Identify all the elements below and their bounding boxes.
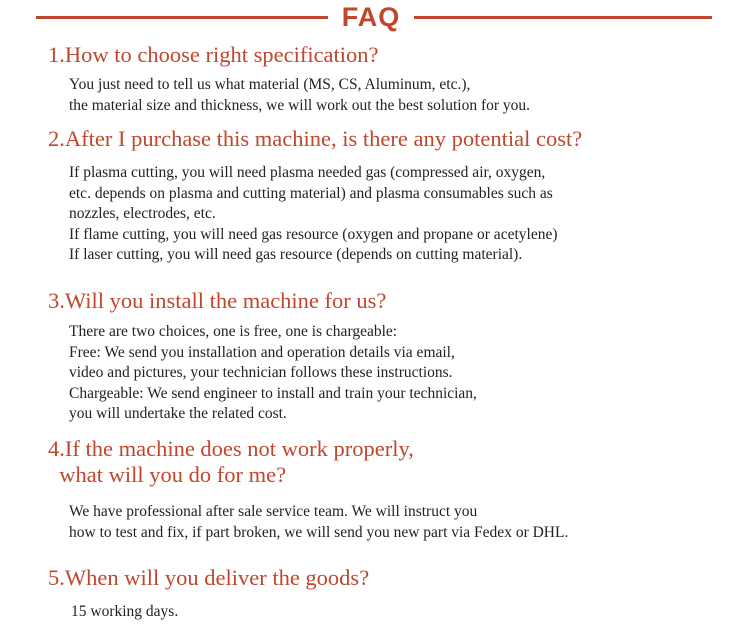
- answer-line: Free: We send you installation and operation details via email,: [69, 343, 455, 361]
- faq-header: [0, 0, 748, 40]
- faq-question-4: [48, 436, 414, 488]
- faq-question-3: 3.Will you install the machine for us?: [48, 288, 387, 313]
- header-rule-left: [36, 16, 328, 19]
- answer-line: the material size and thickness, we will work out the best solution for you.: [69, 96, 531, 114]
- answer-line: etc. depends on plasma and cutting material) and plasma consumables such as: [69, 184, 553, 202]
- faq-question-2: 2.After I purchase this machine, is there any potential cost?: [48, 126, 583, 151]
- question-line: 4.If the machine does not work properly,: [48, 436, 414, 461]
- answer-line: nozzles, electrodes, etc.: [69, 205, 216, 222]
- answer-line: If flame cutting, you will need gas resource (oxygen and propane or acetylene): [69, 225, 558, 243]
- answer-line: If plasma cutting, you will need plasma needed gas (compressed air, oxygen,: [69, 164, 546, 181]
- answer-line: Chargeable: We send engineer to install and train your technician,: [69, 384, 477, 402]
- faq-answer-3: [69, 322, 477, 425]
- page-title: FAQ: [341, 2, 401, 32]
- answer-line: You just need to tell us what material (MS, CS, Aluminum, etc.),: [69, 76, 471, 93]
- faq-answer-2: [69, 163, 558, 266]
- faq-answer-1: [69, 75, 530, 116]
- faq-answer-4: [69, 502, 568, 543]
- header-rule-right: [414, 16, 712, 19]
- answer-line: We have professional after sale service team. We will instruct you: [69, 503, 478, 520]
- question-line: what will you do for me?: [48, 462, 287, 487]
- answer-line: video and pictures, your technician follows these instructions.: [69, 364, 453, 381]
- faq-question-5: 5.When will you deliver the goods?: [48, 565, 370, 590]
- answer-line: If laser cutting, you will need gas resource (depends on cutting material).: [69, 246, 523, 263]
- faq-answer-5: [71, 602, 178, 623]
- answer-line: how to test and fix, if part broken, we will send you new part via Fedex or DHL.: [69, 523, 569, 541]
- faq-question-1: 1.How to choose right specification?: [48, 42, 379, 67]
- answer-line: There are two choices, one is free, one is chargeable:: [69, 323, 398, 340]
- answer-line: 15 working days.: [71, 603, 179, 620]
- answer-line: you will undertake the related cost.: [69, 405, 287, 422]
